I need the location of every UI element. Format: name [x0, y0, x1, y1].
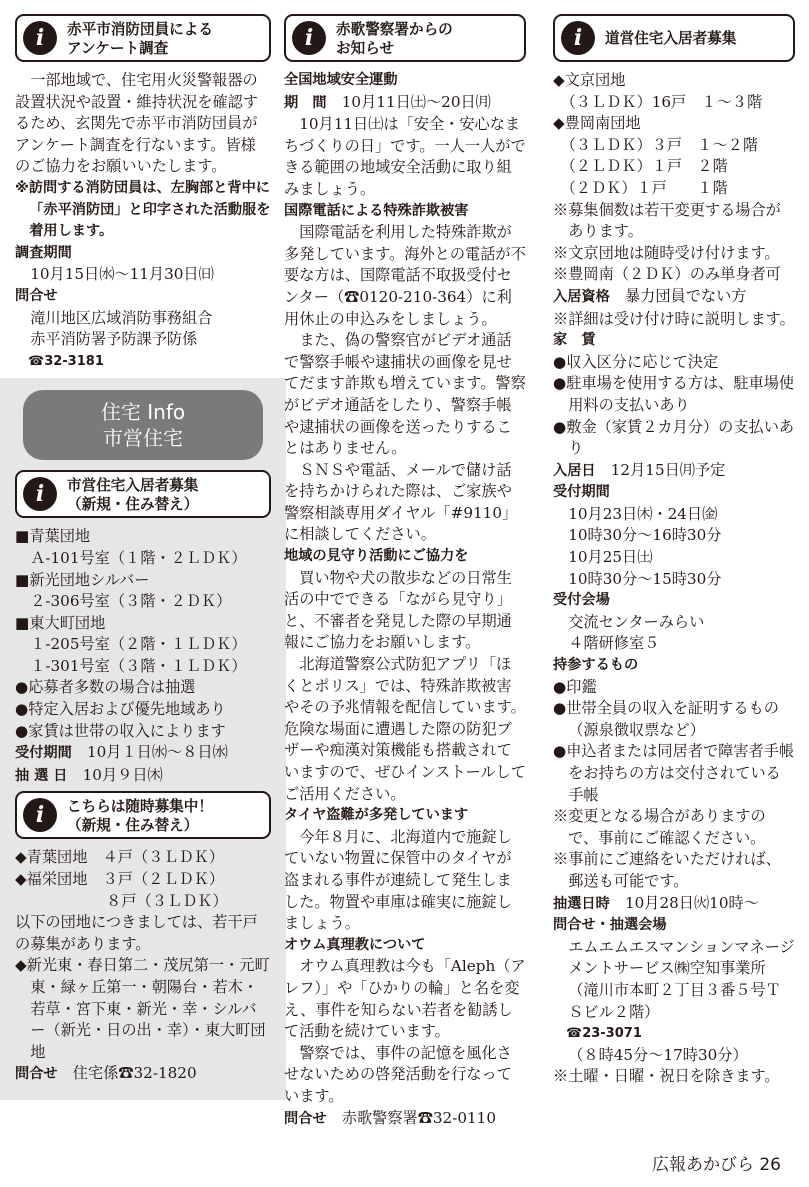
contact-line: エムエムエスマンションマネージメントサービス㈱空知事業所 [568, 937, 795, 978]
lottery-row [15, 765, 271, 788]
contact-phone: ☎32-3181 [28, 353, 104, 369]
list-item: ◆福栄団地 ３戸（２ＬＤＫ） [15, 870, 225, 889]
paragraph: 今年８月に、北海道内で施錠していない物置に保管中のタイヤが盗まれる事件が連続して発生しました。物置や車庫は確実に施錠しましょう。 [284, 827, 512, 933]
note: ※豊岡南（２ＤＫ）のみ単身者可 [553, 265, 781, 284]
section-header-city-housing [15, 470, 271, 518]
note: ※文京団地は随時受け付けます。 [553, 243, 780, 262]
note: ※変更となる場合がありますので、事前にご確認ください。 [553, 807, 766, 847]
column-2 [284, 14, 526, 1130]
page-footer: 広報あかびら 26 [651, 1155, 781, 1175]
list-item: ●家賃は世帯の収入によります [15, 721, 226, 740]
bring-label: 持参するもの [553, 657, 639, 674]
venue-label: 受付会場 [553, 592, 610, 609]
info-icon: i [292, 21, 326, 55]
list-item: ８戸（３ＬＤＫ） [15, 891, 228, 910]
qualification-row [553, 286, 795, 309]
move-in-label: 入居日 [553, 462, 596, 479]
list-item: （３ＬＤＫ）16戸 １〜３階 [553, 92, 763, 111]
housing-contact-row [15, 1063, 271, 1086]
info-icon: i [23, 477, 57, 511]
housing-contact-label: 問合せ [15, 1066, 58, 1083]
paragraph: 買い物や犬の散歩などの日常生活の中でできる「ながら見守り」と、不審者を発見した際の早期通報にご協力をお願いします。 [284, 568, 512, 652]
header-line: 道営住宅入居者募集 [605, 30, 737, 47]
list-item: ●特定入居および優先地域あり [15, 700, 226, 719]
list-item: ■東大町団地 [15, 613, 106, 632]
list-item: （３ＬＤＫ）３戸 １〜２階 [553, 135, 759, 154]
list-item: （２ＬＤＫ）１戸 ２階 [553, 157, 728, 176]
open-recruit-body: 以下の団地につきましては、若干戸の募集があります。 [15, 913, 258, 953]
paragraph: 北海道警察公式防犯アプリ「ほくとポリス」では、特殊詐欺被害やその予兆情報を配信しています。危険な場面に遭遇した際の防犯ブザーや痴漢対策機能も搭載されていますので、ぜひインストールしてご活用ください。 [284, 655, 526, 803]
housing-info-panel [0, 378, 286, 1100]
subheading: オウム真理教について [284, 936, 426, 953]
header-line: （新規・住み替え） [67, 496, 199, 514]
list-item: ●収入区分に応じて決定 [553, 352, 719, 371]
police-contact-row [284, 1108, 526, 1131]
survey-body: 一部地域で、住宅用火災警報器の設置状況や設置・維持状況を確認するため、玄関先で赤平市消防団員がアンケート調査を行ないます。皆様のご協力をお願いいたします。 [15, 71, 258, 176]
qualification: 暴力団員でない方 [624, 286, 747, 305]
info-icon: i [23, 798, 57, 832]
recv-line: 10時30分〜16時30分 [568, 526, 722, 545]
list-item: Ａ-101号室（１階・２ＬＤＫ） [15, 548, 247, 567]
move-in-row [553, 460, 795, 483]
safety-period-label: 期 間 [284, 94, 327, 111]
paragraph: 10月11日㈯は「安全・安心なまちづくりの日」です。一人一人ができる範囲の地域安全活動に取り組みましょう。 [284, 115, 526, 198]
list-item: ■青葉団地 [15, 527, 91, 546]
note: ※募集個数は若干変更する場合があります。 [553, 200, 781, 241]
section-header-police [284, 14, 526, 62]
list-item: ■新光団地シルバー [15, 570, 150, 589]
recv-line: 10月25日㈯ [568, 548, 653, 567]
paragraph: オウム真理教は今も「Aleph（アレフ）」や「ひかりの輪」と名を変え、事件を知らない若者を勧誘して活動を続けています。 [284, 957, 526, 1041]
contact-line: （滝川市本町２丁目３番５号ＴＳビル２階） [568, 980, 781, 1021]
paragraph: 国際電話を利用した特殊詐欺が多発しています。海外との電話が不要な方は、国際電話不取扱受付センター（☎0120-210-364）に利用休止の申込みをしましょう。 [284, 223, 526, 328]
header-line: 赤歌警察署からの [336, 21, 453, 38]
open-recruit-list: ◆新光東・春日第二・茂尻第一・元町東・緑ヶ丘第一・朝陽台・若木・若草・宮下東・新光・幸・シルバー（新光・日の出・幸）・東大町団地 [15, 956, 270, 1061]
list-item: ●申込者または同居者で障害者手帳をお持ちの方は交付されている手帳 [553, 742, 795, 804]
list-item: １-205号室（２階・１ＬＤＫ） [15, 635, 247, 654]
list-item: ●駐車場を使用する方は、駐車場使用料の支払いあり [553, 374, 795, 414]
banner-line: 住宅 Info [100, 400, 186, 425]
column-3 [553, 14, 795, 1088]
list-item: ◆豊岡南団地 [553, 114, 641, 133]
police-contact: 赤歌警察署☎32-0110 [341, 1108, 496, 1127]
column-1 [15, 14, 271, 1100]
contact-phone: ☎23-3071 [566, 1026, 642, 1042]
contact-label: 問合せ・抽選会場 [553, 917, 667, 934]
list-item: （２ＤＫ）１戸 １階 [553, 178, 728, 197]
list-item: ●敷金（家賃２カ月分）の支払いあり [553, 417, 795, 458]
recv-line: 10月23日㈭・24日㈮ [568, 504, 718, 523]
contact-line: （８時45分〜17時30分） [568, 1045, 748, 1064]
housing-info-banner [23, 390, 263, 460]
header-line: お知らせ [336, 40, 394, 57]
header-line: 赤平市消防団員による [67, 21, 213, 38]
list-item: ◆文京団地 [553, 71, 626, 89]
recv-line: 10時30分〜15時30分 [568, 569, 722, 588]
info-icon: i [561, 21, 595, 55]
recv-label: 受付期間 [553, 484, 610, 501]
lottery-row [553, 893, 795, 916]
rent-label: 家 賃 [553, 332, 596, 349]
lottery-label: 抽選日時 [553, 895, 610, 912]
list-item: ●応募者多数の場合は抽選 [15, 678, 196, 697]
info-icon: i [23, 21, 57, 55]
banner-line: 市営住宅 [103, 426, 183, 451]
note: ※詳細は受け付け時に説明します。 [553, 309, 795, 328]
survey-period-label: 調査期間 [15, 244, 72, 261]
header-line: 市営住宅入居者募集 [67, 477, 199, 495]
subheading: 国際電話による特殊詐欺被害 [284, 202, 469, 219]
contact-line: 滝川地区広域消防事務組合 [30, 308, 213, 327]
list-item: １-301号室（３階・１ＬＤＫ） [15, 656, 247, 675]
safety-period-row [284, 92, 526, 115]
venue-line: 交流センターみらい [568, 612, 705, 631]
paragraph: ＳＮＳや電話、メールで儲け話を持ちかけられた際は、ご家族や警察相談専用ダイヤル「#9110」に相談してください。 [284, 460, 518, 544]
list-item: ●印鑑 [553, 677, 597, 696]
recv-value: 10月１日㈬〜８日㈬ [86, 743, 228, 762]
header-line: アンケート調査 [67, 40, 169, 57]
paragraph: また、偽の警察官がビデオ通話で警察手帳や逮捕状の画像を見せてだます詐欺も増えています。警察がビデオ通話をしたり、警察手帳や逮捕状の画像を送ったりすることはありません。 [284, 331, 526, 458]
move-in: 12月15日㈪予定 [610, 460, 726, 479]
recv-row [15, 742, 271, 765]
section-header-prefectural-housing [553, 14, 795, 62]
lottery-value: 10月９日㈭ [82, 765, 163, 784]
header-line: （新規・住み替え） [67, 817, 199, 835]
list-item: ◆青葉団地 ４戸（３ＬＤＫ） [15, 848, 225, 867]
recv-label: 受付期間 [15, 745, 72, 762]
safety-period: 10月11日㈯〜20日㈪ [341, 92, 491, 111]
note: ※土曜・日曜・祝日を除きます。 [553, 1067, 780, 1086]
housing-contact: 住宅係☎32-1820 [72, 1064, 197, 1083]
survey-period: 10月15日㈬〜11月30日㈰ [30, 265, 214, 284]
lottery-label: 抽 選 日 [15, 767, 68, 784]
list-item: ●世帯全員の収入を証明するもの（源泉徴収票など） [553, 699, 779, 739]
subheading: タイヤ盗難が多発しています [284, 807, 469, 824]
subheading: 地域の見守り活動にご協力を [284, 548, 469, 565]
header-line: こちらは随時募集中！ [67, 798, 213, 816]
survey-contact-label: 問合せ [15, 287, 58, 304]
section-header-open-recruit [15, 791, 271, 839]
contact-line: 赤平消防署予防課予防係 [30, 330, 198, 349]
lottery-value: 10月28日㈫10時〜 [624, 893, 759, 912]
list-item: ２-306号室（３階・２ＤＫ） [15, 592, 232, 611]
subheading: 全国地域安全運動 [284, 72, 398, 88]
police-contact-label: 問合せ [284, 1110, 327, 1127]
note: ※事前にご連絡をいただければ、郵送も可能です。 [553, 850, 781, 890]
section-header-survey [15, 14, 271, 62]
qualification-label: 入居資格 [553, 288, 610, 305]
survey-note: ※訪問する消防団員は、左胸部と背中に「赤平消防団」と印字された活動服を着用します。 [15, 179, 271, 240]
venue-line: ４階研修室５ [568, 634, 660, 653]
paragraph: 警察では、事件の記憶を風化させないための啓発活動を行なっています。 [284, 1043, 512, 1105]
